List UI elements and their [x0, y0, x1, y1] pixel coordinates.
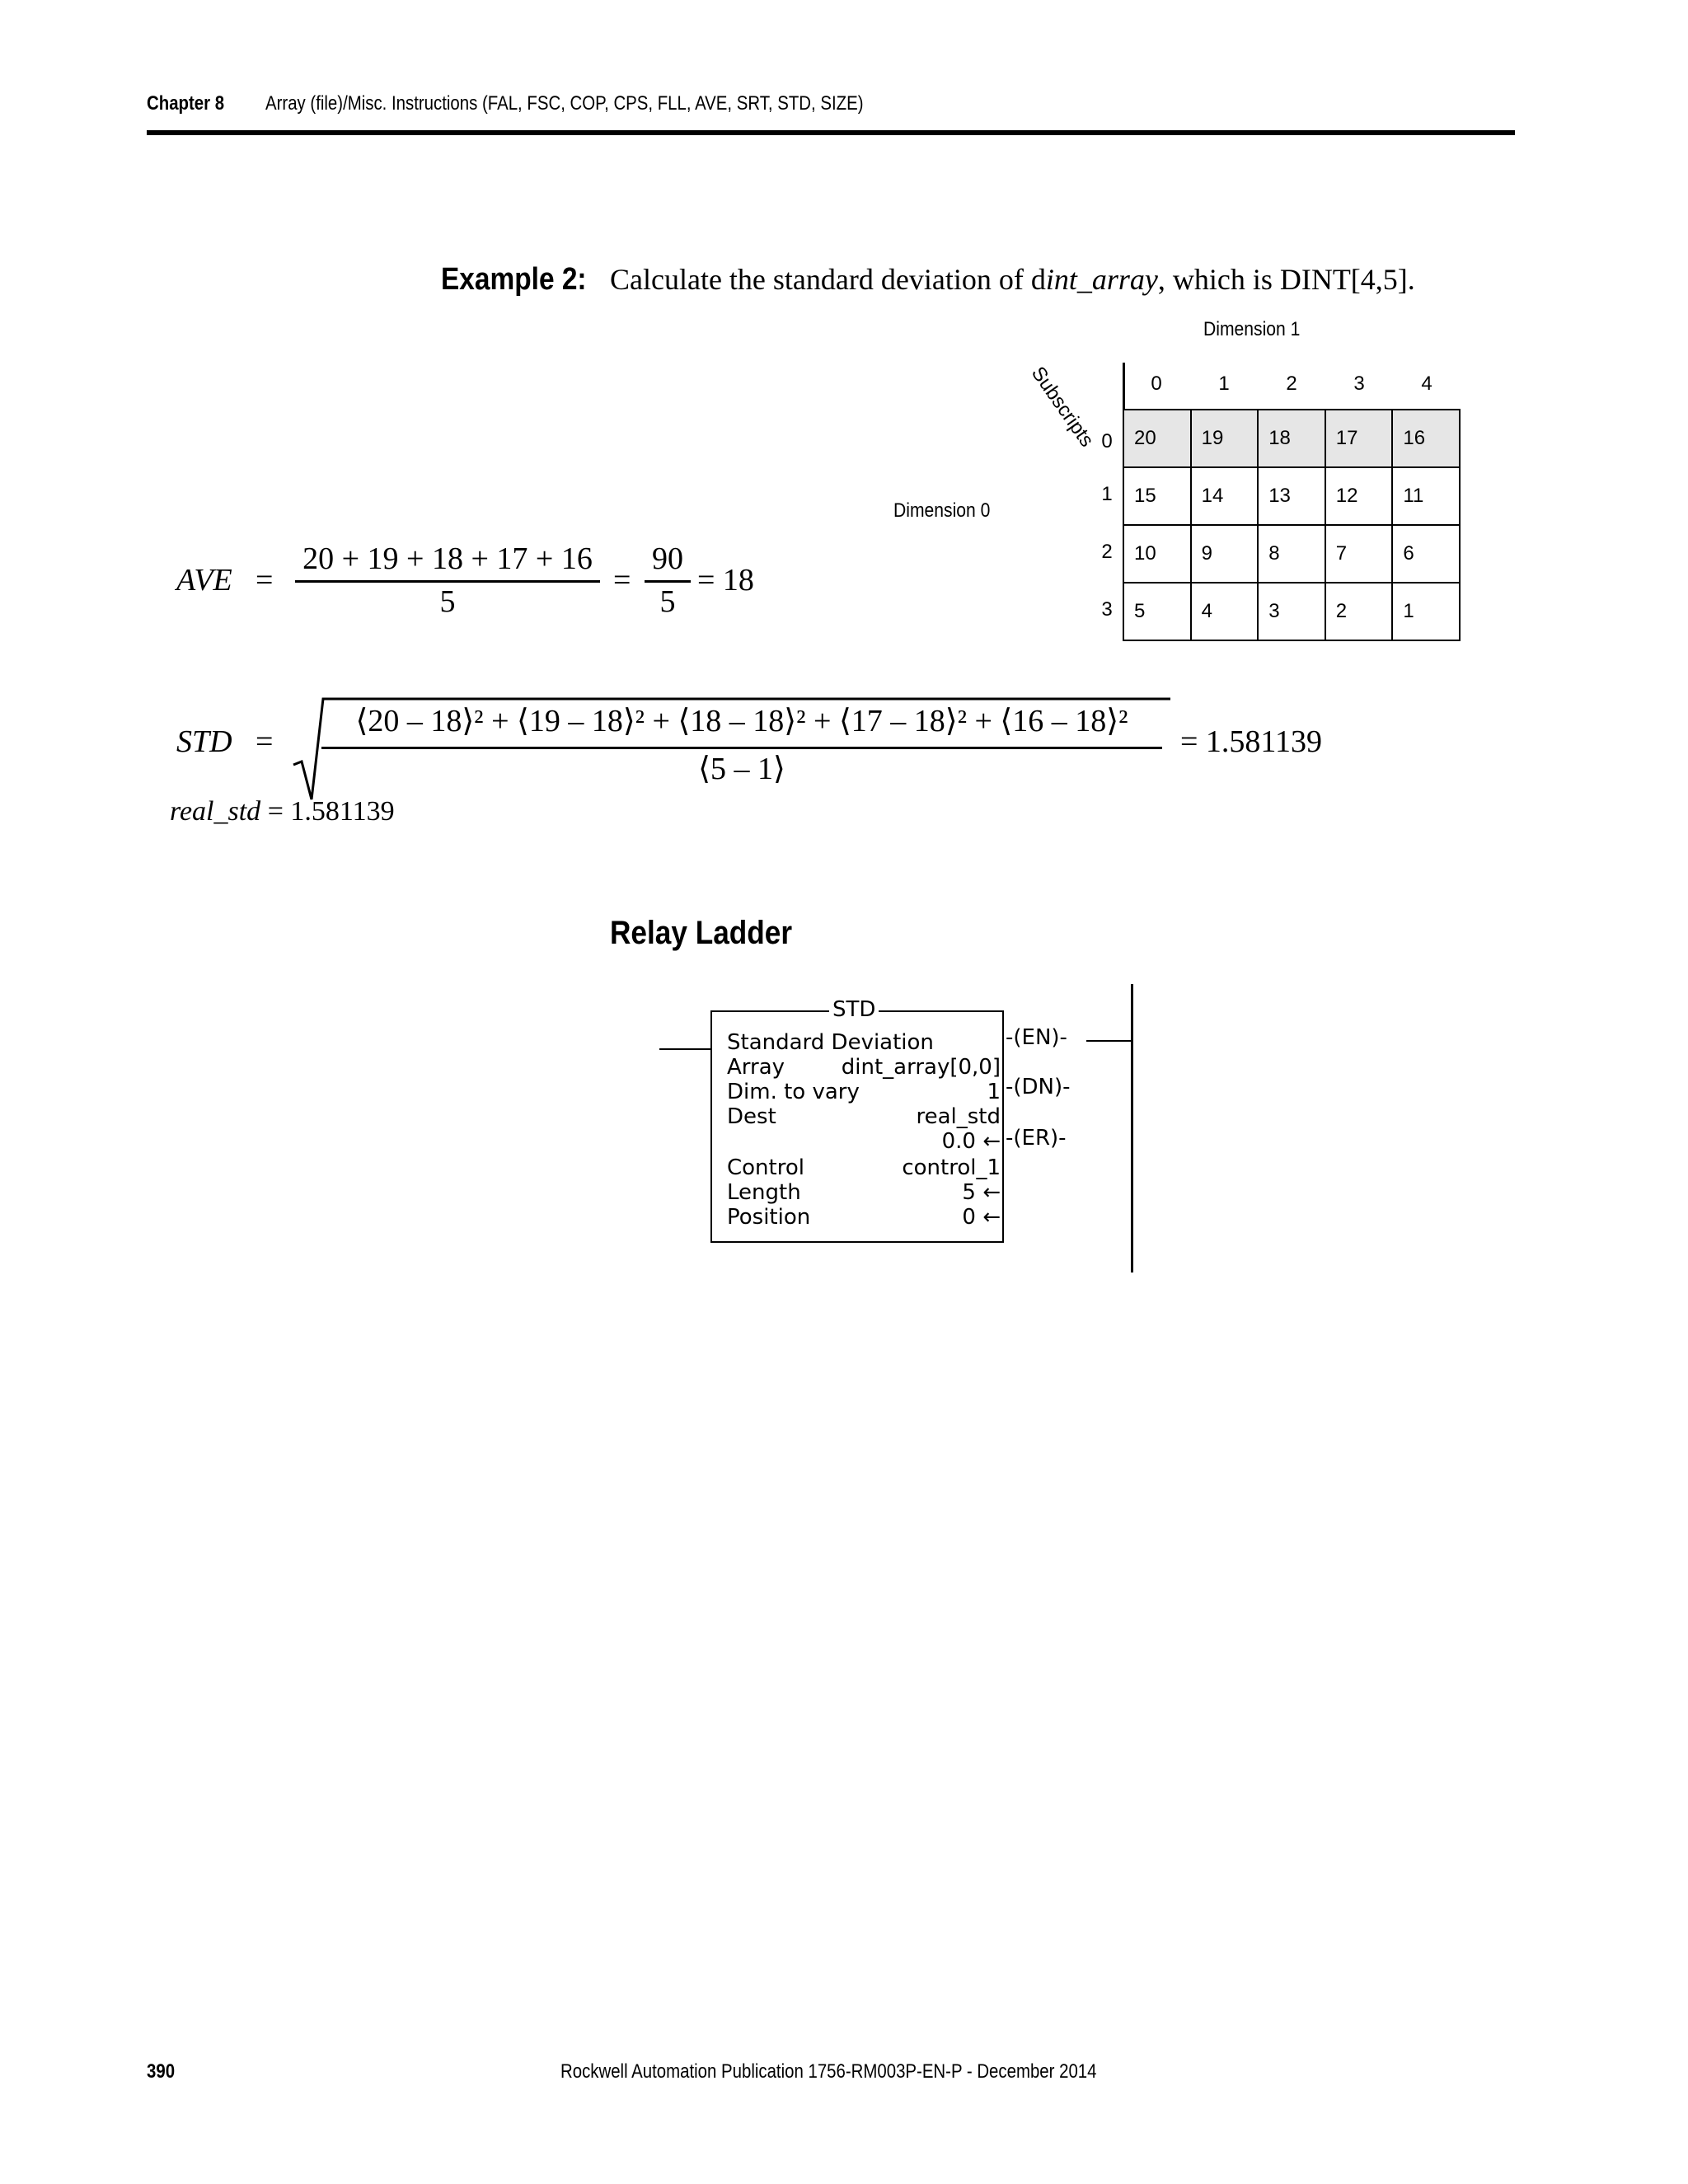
example-text: Calculate the standard deviation of dint_array, which is DINT[4,5].	[610, 263, 1415, 296]
param-value[interactable]: 5 ←	[962, 1180, 1001, 1205]
array-cell: 3	[1258, 583, 1325, 640]
array-cell: 12	[1325, 467, 1393, 525]
chapter-label: Chapter 8	[147, 92, 225, 115]
std-eq: =	[256, 724, 274, 759]
publication-info: Rockwell Automation Publication 1756-RM003P-EN-P - December 2014	[560, 2060, 1097, 2083]
std-fraction-bar	[321, 747, 1162, 749]
dimension0-label: Dimension 0	[893, 499, 991, 522]
ave-lhs: AVE	[176, 563, 232, 598]
header-rule	[147, 130, 1515, 135]
ave-fraction-bar-2	[645, 580, 691, 583]
std-numerator: ⟨20 – 18⟩² + ⟨19 – 18⟩² + ⟨18 – 18⟩² + ⟨17 – 18⟩² + ⟨16 – 18⟩²	[355, 704, 1128, 738]
row-header: 2	[1101, 541, 1113, 563]
ave-denominator: 5	[439, 584, 456, 619]
array-cell: 4	[1191, 583, 1259, 640]
ave-numerator: 20 + 19 + 18 + 17 + 16	[302, 541, 593, 576]
array-cell: 17	[1325, 410, 1393, 467]
array-cell: 10	[1123, 525, 1191, 583]
std-lhs: STD	[176, 724, 232, 759]
array-cell: 11	[1392, 467, 1460, 525]
example-label: Example 2:	[441, 262, 587, 297]
col-header: 2	[1286, 373, 1297, 395]
chapter-title: Array (file)/Misc. Instructions (FAL, FSC, COP, CPS, FLL, AVE, SRT, STD, SIZE)	[265, 92, 864, 115]
array-cell: 13	[1258, 467, 1325, 525]
array-cell: 15	[1123, 467, 1191, 525]
param-value[interactable]: real_std	[916, 1104, 1001, 1129]
instruction-description: Standard Deviation	[727, 1030, 934, 1055]
coil-en: -(EN)-	[1006, 1025, 1067, 1050]
table-row	[1123, 525, 1460, 583]
param-value[interactable]: control_1	[902, 1155, 1001, 1180]
param-value[interactable]: 1	[987, 1080, 1001, 1104]
ave-result: = 18	[697, 563, 754, 598]
array-cell: 16	[1392, 410, 1460, 467]
param-value: 0.0 ←	[941, 1129, 1001, 1154]
param-label: Array	[727, 1055, 785, 1080]
ave-eq-2: =	[613, 563, 631, 598]
array-cell: 7	[1325, 525, 1393, 583]
array-cell: 18	[1258, 410, 1325, 467]
param-label: Control	[727, 1155, 804, 1180]
ave-numerator-2: 90	[652, 541, 683, 576]
row-header: 0	[1101, 430, 1113, 452]
std-result: = 1.581139	[1180, 724, 1323, 759]
ave-eq: =	[256, 563, 274, 598]
table-row	[1123, 583, 1460, 640]
table-row	[1123, 410, 1460, 467]
coil-er: -(ER)-	[1006, 1126, 1067, 1151]
array-grid	[1123, 409, 1461, 641]
param-label: Dest	[727, 1104, 776, 1129]
right-power-rail	[1131, 984, 1133, 1272]
col-header: 3	[1353, 373, 1365, 395]
row-header: 3	[1101, 598, 1113, 621]
ave-fraction-bar	[295, 580, 600, 583]
param-label: Position	[727, 1205, 811, 1230]
ave-denominator-2: 5	[659, 584, 676, 619]
array-cell: 2	[1325, 583, 1393, 640]
page-number: 390	[147, 2060, 176, 2083]
dimension1-label: Dimension 1	[1203, 318, 1301, 340]
array-cell: 8	[1258, 525, 1325, 583]
col-header: 1	[1218, 373, 1230, 395]
col-header: 0	[1151, 373, 1162, 395]
param-value: 0 ←	[962, 1205, 1001, 1230]
array-cell: 14	[1191, 467, 1259, 525]
array-cell: 20	[1123, 410, 1191, 467]
array-cell: 1	[1392, 583, 1460, 640]
param-label: Dim. to vary	[727, 1080, 860, 1104]
subscripts-label: Subscripts	[1026, 363, 1099, 452]
array-cell: 19	[1191, 410, 1259, 467]
array-cell: 6	[1392, 525, 1460, 583]
coil-dn: -(DN)-	[1006, 1075, 1071, 1099]
array-cell: 5	[1123, 583, 1191, 640]
row-header: 1	[1101, 483, 1113, 505]
table-row	[1123, 467, 1460, 525]
col-header: 4	[1421, 373, 1432, 395]
std-denominator: ⟨5 – 1⟩	[698, 752, 785, 786]
en-output-wire	[1086, 1040, 1132, 1042]
array-cell: 9	[1191, 525, 1259, 583]
real-std-line: real_std = 1.581139	[170, 796, 395, 827]
input-wire	[659, 1048, 710, 1050]
param-value[interactable]: dint_array[0,0]	[841, 1055, 1001, 1080]
instruction-name: STD	[829, 997, 879, 1022]
param-label: Length	[727, 1180, 801, 1205]
relay-ladder-title: Relay Ladder	[610, 915, 793, 951]
